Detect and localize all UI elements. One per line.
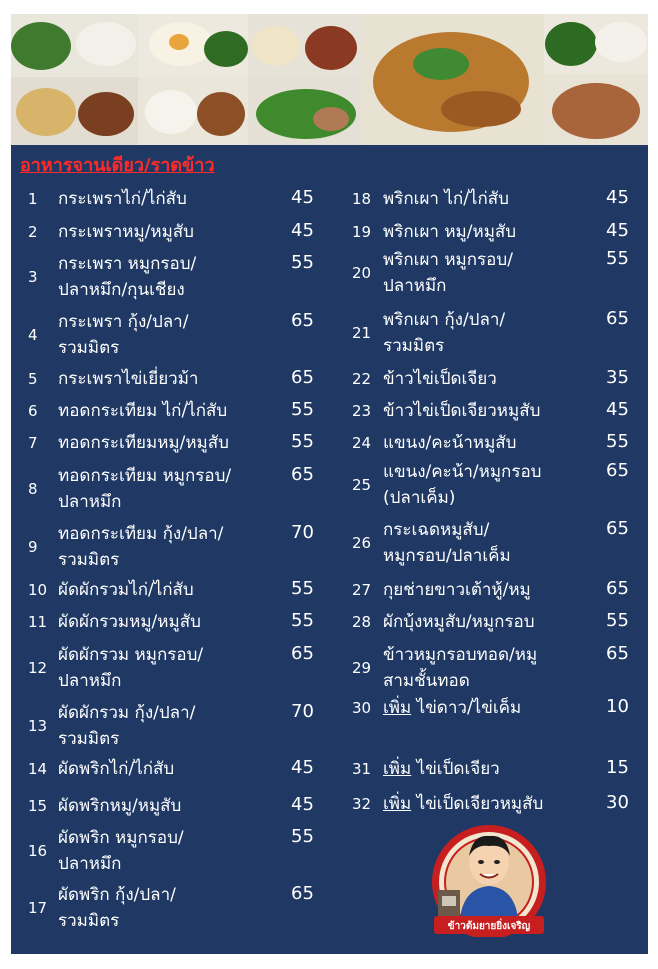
item-name bbox=[383, 219, 516, 245]
item-name-text: ทอดกระเทียม กุ้ง/ปลา/ รวมมิตร bbox=[58, 524, 224, 570]
item-number: 3 bbox=[28, 268, 38, 286]
item-number: 12 bbox=[28, 659, 48, 677]
logo-text: ข้าวต้มยายยิ่งเจริญ bbox=[447, 921, 531, 932]
item-price: 55 bbox=[291, 826, 314, 847]
item-name-text: กุยช่ายขาวเต้าหู้/หมู bbox=[383, 580, 531, 600]
item-name-text: ทอดกระเทียม หมูกรอบ/ ปลาหมึก bbox=[58, 466, 232, 512]
item-name bbox=[383, 642, 537, 694]
item-number: 18 bbox=[352, 190, 372, 208]
item-price: 45 bbox=[291, 220, 314, 241]
item-price: 65 bbox=[291, 310, 314, 331]
item-name bbox=[383, 186, 509, 212]
item-price: 55 bbox=[606, 248, 629, 269]
item-name-text: กระเพรา กุ้ง/ปลา/ รวมมิตร bbox=[58, 312, 189, 358]
add-label: เพิ่ม bbox=[383, 794, 412, 814]
item-price: 15 bbox=[606, 757, 629, 778]
item-number: 32 bbox=[352, 795, 372, 813]
item-price: 65 bbox=[606, 518, 629, 539]
item-name-text: ผัดพริกไก่/ไก่สับ bbox=[58, 759, 175, 779]
item-number: 15 bbox=[28, 797, 48, 815]
item-number: 14 bbox=[28, 760, 48, 778]
item-price: 65 bbox=[606, 308, 629, 329]
item-number: 24 bbox=[352, 434, 372, 452]
shop-logo bbox=[428, 820, 550, 948]
item-name bbox=[383, 398, 540, 424]
item-price: 55 bbox=[291, 610, 314, 631]
item-name bbox=[383, 577, 531, 603]
item-number: 31 bbox=[352, 760, 372, 778]
item-price: 10 bbox=[606, 696, 629, 717]
item-name-text: ข้าวไข่เป็ดเจียว bbox=[383, 369, 497, 389]
item-name bbox=[383, 430, 516, 456]
item-name-text: ผัดผักรวม กุ้ง/ปลา/ รวมมิตร bbox=[58, 703, 196, 749]
item-price: 55 bbox=[606, 610, 629, 631]
item-number: 1 bbox=[28, 190, 38, 208]
item-price: 65 bbox=[291, 883, 314, 904]
item-number: 6 bbox=[28, 402, 38, 420]
add-label: เพิ่ม bbox=[383, 698, 412, 718]
item-price: 45 bbox=[291, 757, 314, 778]
item-price: 70 bbox=[291, 701, 314, 722]
item-name bbox=[58, 309, 188, 361]
menu-board bbox=[11, 14, 648, 954]
item-price: 65 bbox=[606, 643, 629, 664]
item-price: 55 bbox=[291, 431, 314, 452]
item-name-text: ผักบุ้งหมูสับ/หมูกรอบ bbox=[383, 612, 535, 632]
item-price: 45 bbox=[291, 794, 314, 815]
item-name bbox=[58, 186, 187, 212]
item-name bbox=[383, 756, 500, 782]
item-number: 30 bbox=[352, 699, 372, 717]
item-number: 13 bbox=[28, 717, 48, 735]
item-name bbox=[58, 430, 229, 456]
item-name-text: กระเฉดหมูสับ/ หมูกรอบ/ปลาเค็ม bbox=[383, 520, 511, 566]
item-price: 65 bbox=[291, 464, 314, 485]
item-name bbox=[58, 251, 196, 303]
item-name bbox=[58, 825, 184, 877]
item-name-text: ทอดกระเทียม ไก่/ไก่สับ bbox=[58, 401, 228, 421]
item-number: 20 bbox=[352, 264, 372, 282]
item-name-text: ข้าวไข่เป็ดเจียวหมูสับ bbox=[383, 401, 541, 421]
item-number: 10 bbox=[28, 581, 48, 599]
item-name-text: ผัดพริกหมู/หมูสับ bbox=[58, 796, 182, 816]
item-number: 22 bbox=[352, 370, 372, 388]
item-number: 26 bbox=[352, 534, 372, 552]
item-number: 9 bbox=[28, 538, 38, 556]
item-name bbox=[58, 219, 194, 245]
item-number: 27 bbox=[352, 581, 372, 599]
item-name-text: กระเพราไข่เยี่ยวม้า bbox=[58, 369, 199, 389]
item-price: 70 bbox=[291, 522, 314, 543]
item-name bbox=[58, 577, 194, 603]
item-name bbox=[58, 642, 203, 694]
item-name-text: แขนง/คะน้าหมูสับ bbox=[383, 433, 517, 453]
item-name-text: พริกเผา กุ้ง/ปลา/ รวมมิตร bbox=[383, 310, 506, 356]
item-name-text: แขนง/คะน้า/หมูกรอบ (ปลาเค็ม) bbox=[383, 462, 542, 508]
item-number: 29 bbox=[352, 659, 372, 677]
item-number: 16 bbox=[28, 842, 48, 860]
item-price: 55 bbox=[291, 578, 314, 599]
item-name bbox=[58, 700, 195, 752]
item-price: 55 bbox=[291, 252, 314, 273]
item-number: 2 bbox=[28, 223, 38, 241]
section-title: อาหารจานเดียว/ราดข้าว bbox=[20, 155, 215, 176]
item-name-text: พริกเผา หมูกรอบ/ ปลาหมึก bbox=[383, 250, 513, 296]
item-price: 35 bbox=[606, 367, 629, 388]
item-number: 21 bbox=[352, 324, 372, 342]
item-price: 65 bbox=[606, 460, 629, 481]
item-number: 28 bbox=[352, 613, 372, 631]
item-price: 45 bbox=[291, 187, 314, 208]
item-name bbox=[383, 366, 497, 392]
item-price: 45 bbox=[606, 220, 629, 241]
item-price: 30 bbox=[606, 792, 629, 813]
food-photo-collage bbox=[11, 14, 648, 145]
item-name bbox=[58, 463, 231, 515]
item-price: 45 bbox=[606, 399, 629, 420]
item-name-text: พริกเผา ไก่/ไก่สับ bbox=[383, 189, 509, 209]
item-name bbox=[383, 247, 513, 299]
item-price: 65 bbox=[291, 367, 314, 388]
item-name-text: ไข่เป็ดเจียว bbox=[411, 759, 500, 779]
item-number: 4 bbox=[28, 326, 38, 344]
item-name-text: ผัดผักรวมไก่/ไก่สับ bbox=[58, 580, 194, 600]
item-name-text: กระเพรา หมูกรอบ/ ปลาหมึก/กุนเชียง bbox=[58, 254, 197, 300]
item-name bbox=[58, 521, 223, 573]
item-name-text: ทอดกระเทียมหมู/หมูสับ bbox=[58, 433, 229, 453]
item-name-text: ไข่ดาว/ไข่เค็ม bbox=[411, 698, 522, 718]
item-number: 5 bbox=[28, 370, 38, 388]
item-name-text: ผัดพริก กุ้ง/ปลา/ รวมมิตร bbox=[58, 885, 176, 931]
item-number: 17 bbox=[28, 899, 48, 917]
item-name-text: ข้าวหมูกรอบทอด/หมู สามชั้นทอด bbox=[383, 645, 538, 691]
item-name bbox=[383, 307, 505, 359]
item-name bbox=[58, 756, 174, 782]
item-name bbox=[383, 791, 543, 817]
item-name-text: ผัดพริก หมูกรอบ/ ปลาหมึก bbox=[58, 828, 184, 874]
item-name bbox=[58, 882, 176, 934]
item-name-text: ผัดผักรวมหมู/หมูสับ bbox=[58, 612, 201, 632]
item-name bbox=[58, 609, 201, 635]
item-name-text: พริกเผา หมู/หมูสับ bbox=[383, 222, 517, 242]
item-number: 19 bbox=[352, 223, 372, 241]
item-name bbox=[383, 695, 521, 721]
item-name bbox=[58, 398, 227, 424]
item-number: 8 bbox=[28, 480, 38, 498]
add-label: เพิ่ม bbox=[383, 759, 412, 779]
item-name bbox=[383, 517, 511, 569]
item-name bbox=[383, 609, 535, 635]
item-number: 11 bbox=[28, 613, 48, 631]
item-name-text: กระเพราหมู/หมูสับ bbox=[58, 222, 194, 242]
item-price: 65 bbox=[291, 643, 314, 664]
item-price: 55 bbox=[291, 399, 314, 420]
item-name-text: ผัดผักรวม หมูกรอบ/ ปลาหมึก bbox=[58, 645, 204, 691]
item-number: 25 bbox=[352, 476, 372, 494]
item-number: 23 bbox=[352, 402, 372, 420]
item-price: 55 bbox=[606, 431, 629, 452]
item-name-text: ไข่เป็ดเจียวหมูสับ bbox=[411, 794, 544, 814]
item-name bbox=[58, 793, 181, 819]
item-name bbox=[58, 366, 198, 392]
item-number: 7 bbox=[28, 434, 38, 452]
item-name-text: กระเพราไก่/ไก่สับ bbox=[58, 189, 187, 209]
item-price: 65 bbox=[606, 578, 629, 599]
item-name bbox=[383, 459, 541, 511]
item-price: 45 bbox=[606, 187, 629, 208]
